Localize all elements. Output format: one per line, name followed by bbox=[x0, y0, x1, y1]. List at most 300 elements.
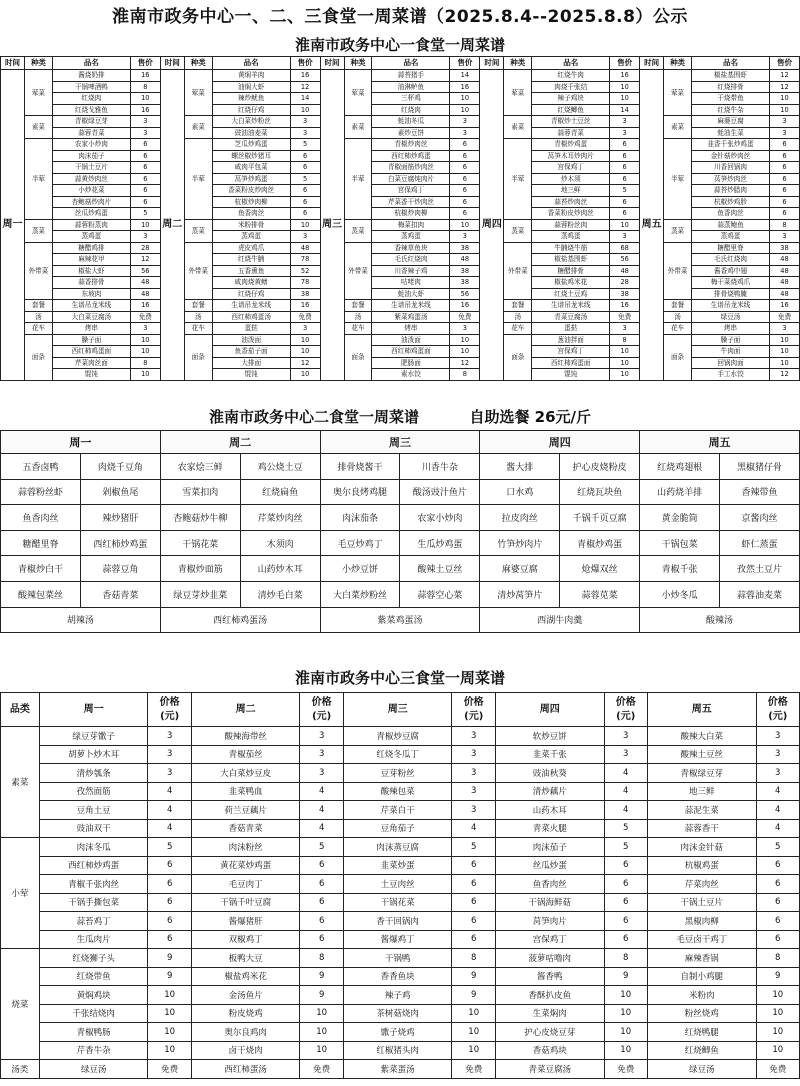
dish-price: 4 bbox=[604, 782, 647, 801]
dish-name: 五香卤鸭 bbox=[1, 454, 81, 480]
dish-price: 6 bbox=[769, 173, 799, 185]
dish-name: 大排面 bbox=[212, 357, 290, 369]
table-row bbox=[1, 949, 800, 968]
dish-price: 10 bbox=[756, 1041, 799, 1060]
dish-price: 48 bbox=[130, 288, 160, 300]
dish-name: 蒜苔炒肉丝 bbox=[532, 196, 610, 208]
dish-price: 78 bbox=[290, 254, 320, 266]
dish-price: 6 bbox=[300, 930, 343, 949]
dish-price: 9 bbox=[452, 986, 495, 1005]
category-label: 半荤 bbox=[24, 139, 52, 220]
dish-name: 红烧仔鸡 bbox=[212, 288, 290, 300]
dish-name: 韭菜炒蛋 bbox=[343, 856, 452, 875]
dish-price: 3 bbox=[290, 127, 320, 139]
canteen2-title-text: 淮南市政务中心二食堂一周菜谱 bbox=[208, 408, 419, 426]
dish-name: 油淋鲈鱼 bbox=[372, 81, 450, 93]
header-price: 售价 bbox=[450, 57, 480, 70]
dish-price: 14 bbox=[610, 104, 640, 116]
dish-price: 38 bbox=[769, 242, 799, 254]
dish-price: 免费 bbox=[290, 311, 320, 323]
dish-name: 咕咾肉 bbox=[372, 277, 450, 289]
header-category: 种类 bbox=[504, 57, 532, 70]
dish-name: 干锅啤酒鸭 bbox=[52, 81, 130, 93]
dish-price: 6 bbox=[604, 875, 647, 894]
dish-name: 板鸭大豆 bbox=[191, 949, 300, 968]
category-label: 蒸菜 bbox=[344, 219, 372, 242]
table-row bbox=[1, 242, 800, 254]
category-label: 外带菜 bbox=[664, 242, 692, 300]
dish-price: 14 bbox=[290, 93, 320, 105]
dish-name: 青椒茄丝 bbox=[191, 745, 300, 764]
dish-price: 9 bbox=[148, 949, 191, 968]
dish-name: 丝瓜炒鸡蛋 bbox=[52, 208, 130, 220]
dish-name: 大白菜豆腐汤 bbox=[52, 311, 130, 323]
table-row bbox=[1, 819, 800, 838]
dish-price: 10 bbox=[769, 104, 799, 116]
dish-name: 蒜蓉豆角 bbox=[80, 556, 160, 582]
dish-name: 地三鲜 bbox=[532, 185, 610, 197]
dish-price: 6 bbox=[604, 930, 647, 949]
dish-name: 红烧戈雅鱼 bbox=[52, 104, 130, 116]
dish-name: 宫保鸡丁 bbox=[495, 930, 604, 949]
dish-name: 蒜黄炒肉丝 bbox=[52, 173, 130, 185]
dish-name: 蒜苔炒腊肉 bbox=[692, 185, 770, 197]
dish-price: 6 bbox=[290, 196, 320, 208]
dish-price: 3 bbox=[130, 323, 160, 335]
dish-price: 6 bbox=[450, 139, 480, 151]
dish-name: 黑椒肉柳 bbox=[647, 912, 756, 931]
dish-name: 麻辣花甲 bbox=[52, 254, 130, 266]
dish-price: 6 bbox=[300, 875, 343, 894]
dish-name: 蒜蓉粉蒸肉 bbox=[52, 219, 130, 231]
dish-price: 6 bbox=[130, 162, 160, 174]
dish-price: 56 bbox=[130, 265, 160, 277]
dish-price: 38 bbox=[610, 288, 640, 300]
canteen1-table bbox=[0, 34, 800, 381]
dish-name: 豆角茄子 bbox=[343, 819, 452, 838]
header-category: 种类 bbox=[24, 57, 52, 70]
dish-price: 10 bbox=[148, 986, 191, 1005]
dish-name: 红烧仔鸡 bbox=[212, 104, 290, 116]
dish-name: 酸辣包菜 bbox=[343, 782, 452, 801]
dish-price: 3 bbox=[130, 116, 160, 128]
category-label: 套餐 bbox=[184, 300, 212, 312]
table-row bbox=[1, 323, 800, 335]
dish-price: 10 bbox=[610, 81, 640, 93]
header-price: 价格 (元) bbox=[452, 693, 495, 727]
dish-name: 宫保鸡丁 bbox=[532, 162, 610, 174]
dish-name: 口水鸡 bbox=[480, 479, 560, 505]
dish-name: 螺丝椒炒猪耳 bbox=[212, 150, 290, 162]
dish-name: 椒盐大虾 bbox=[52, 265, 130, 277]
dish-name: 金汤鱼片 bbox=[191, 986, 300, 1005]
category-label: 外带菜 bbox=[184, 242, 212, 300]
dish-name: 干锅花菜 bbox=[343, 893, 452, 912]
dish-price: 10 bbox=[450, 219, 480, 231]
dish-name: 红烧瓦块鱼 bbox=[560, 479, 640, 505]
dish-price: 6 bbox=[148, 875, 191, 894]
dish-name: 酸辣土豆丝 bbox=[647, 745, 756, 764]
dish-price: 6 bbox=[452, 930, 495, 949]
dish-name: 生谱吊龙米线 bbox=[692, 300, 770, 312]
dish-price: 78 bbox=[290, 277, 320, 289]
dish-name: 辣炒鱿鱼 bbox=[212, 93, 290, 105]
dish-price: 3 bbox=[450, 127, 480, 139]
dish-name: 小炒豆饼 bbox=[320, 556, 400, 582]
soup-name: 西红柿鸡蛋汤 bbox=[160, 607, 320, 633]
dish-price: 10 bbox=[130, 93, 160, 105]
dish-price: 4 bbox=[604, 801, 647, 820]
dish-price: 免费 bbox=[769, 311, 799, 323]
dish-price: 6 bbox=[450, 185, 480, 197]
dish-name: 红烧鸡翅根 bbox=[640, 454, 720, 480]
dish-name: 酱香鸭 bbox=[495, 967, 604, 986]
dish-name: 芹菜香干炒肉丝 bbox=[372, 196, 450, 208]
dish-price: 3 bbox=[290, 323, 320, 335]
dish-price: 3 bbox=[130, 231, 160, 243]
dish-name: 香菇青菜 bbox=[191, 819, 300, 838]
table-row bbox=[1, 930, 800, 949]
dish-name: 京酱肉丝 bbox=[720, 505, 800, 531]
dish-name: 椒盐基围虾 bbox=[532, 254, 610, 266]
dish-name: 西红柿蛋汤 bbox=[191, 1060, 300, 1079]
table-row bbox=[1, 70, 800, 82]
category-label: 汤类 bbox=[1, 1060, 40, 1079]
table-row bbox=[1, 856, 800, 875]
dish-name: 川香辣子鸡 bbox=[372, 265, 450, 277]
dish-name: 青椒炒鸡蛋 bbox=[560, 530, 640, 556]
dish-name: 香菜粉皮炒肉丝 bbox=[532, 208, 610, 220]
dish-price: 9 bbox=[148, 967, 191, 986]
dish-name: 宫保鸡丁 bbox=[532, 346, 610, 358]
dish-price: 10 bbox=[130, 334, 160, 346]
dish-name: 蒜蓉青菜 bbox=[532, 127, 610, 139]
dish-name: 胡萝卜炒木耳 bbox=[39, 745, 148, 764]
dish-price: 6 bbox=[452, 856, 495, 875]
category-label: 外带菜 bbox=[344, 242, 372, 300]
dish-price: 4 bbox=[148, 801, 191, 820]
dish-name: 生谱吊龙米线 bbox=[212, 300, 290, 312]
dish-name: 蒜蓉香干 bbox=[647, 819, 756, 838]
dish-name: 鱼香肉丝 bbox=[495, 875, 604, 894]
dish-price: 3 bbox=[450, 116, 480, 128]
dish-name: 蒜蓉粉丝肉 bbox=[532, 219, 610, 231]
dish-price: 6 bbox=[756, 893, 799, 912]
table-row bbox=[1, 1041, 800, 1060]
dish-price: 8 bbox=[610, 334, 640, 346]
dish-price: 16 bbox=[610, 300, 640, 312]
dish-name: 青椒千张肉丝 bbox=[39, 875, 148, 894]
header-price: 价格 (元) bbox=[756, 693, 799, 727]
dish-name: 鱼香肉丝 bbox=[212, 208, 290, 220]
dish-name: 青椒绿豆芽 bbox=[647, 764, 756, 783]
category-label: 素菜 bbox=[24, 116, 52, 139]
dish-price: 68 bbox=[610, 242, 640, 254]
dish-price: 10 bbox=[300, 1023, 343, 1042]
dish-name: 馄饨 bbox=[52, 369, 130, 381]
dish-name: 清炒瓠条 bbox=[39, 764, 148, 783]
dish-name: 西红柿炒鸡蛋 bbox=[39, 856, 148, 875]
category-label: 花车 bbox=[504, 323, 532, 335]
table-row bbox=[1, 116, 800, 128]
header-price: 售价 bbox=[610, 57, 640, 70]
dish-name: 护心皮烧豆芽 bbox=[495, 1023, 604, 1042]
dish-name: 护心皮烧粉皮 bbox=[560, 454, 640, 480]
dish-name: 毛豆肉丁 bbox=[191, 875, 300, 894]
category-label: 素菜 bbox=[664, 116, 692, 139]
dish-price: 28 bbox=[130, 242, 160, 254]
dish-name: 豉油秋葵 bbox=[495, 764, 604, 783]
table-row bbox=[1, 556, 800, 582]
dish-name: 蒸鸡蛋 bbox=[692, 231, 770, 243]
header-category: 种类 bbox=[664, 57, 692, 70]
dish-name: 酸辣土豆丝 bbox=[400, 556, 480, 582]
dish-price: 8 bbox=[452, 949, 495, 968]
day-header: 周二 bbox=[160, 431, 320, 454]
category-label: 素菜 bbox=[344, 116, 372, 139]
dish-price: 6 bbox=[290, 208, 320, 220]
dish-name: 生瓜炒鸡蛋 bbox=[400, 530, 480, 556]
dish-price: 10 bbox=[610, 219, 640, 231]
dish-name: 韭香千张炒鸡蛋 bbox=[692, 139, 770, 151]
dish-name: 素水饺 bbox=[372, 369, 450, 381]
dish-price: 10 bbox=[610, 346, 640, 358]
dish-name: 清炒莴笋片 bbox=[480, 581, 560, 607]
category-label: 荤菜 bbox=[24, 70, 52, 116]
dish-price: 3 bbox=[769, 323, 799, 335]
dish-name: 蚝油大虾 bbox=[372, 288, 450, 300]
dish-name: 奥尔良鸡肉 bbox=[191, 1023, 300, 1042]
dish-name: 蛋挞 bbox=[212, 323, 290, 335]
dish-name: 绿豆汤 bbox=[692, 311, 770, 323]
dish-price: 6 bbox=[450, 150, 480, 162]
dish-name: 芹菜白干 bbox=[343, 801, 452, 820]
dish-price: 6 bbox=[769, 150, 799, 162]
dish-name: 干锅手撕包菜 bbox=[39, 893, 148, 912]
dish-name: 生谱吊龙米线 bbox=[52, 300, 130, 312]
dish-price: 8 bbox=[130, 357, 160, 369]
dish-name: 鱼香茄子面 bbox=[212, 346, 290, 358]
dish-name: 蒜苔鸡丁 bbox=[39, 912, 148, 931]
dish-price: 48 bbox=[290, 242, 320, 254]
dish-price: 10 bbox=[769, 93, 799, 105]
dish-name: 芝瓜炒鸡蛋 bbox=[212, 139, 290, 151]
category-label: 汤 bbox=[184, 311, 212, 323]
dish-name: 红烧鸭腿 bbox=[647, 1023, 756, 1042]
dish-name: 蚝油生菜 bbox=[692, 127, 770, 139]
dish-name: 三杯鸡 bbox=[372, 93, 450, 105]
dish-name: 农家小炒肉 bbox=[400, 505, 480, 531]
dish-price: 6 bbox=[300, 893, 343, 912]
dish-price: 6 bbox=[290, 185, 320, 197]
dish-price: 48 bbox=[130, 277, 160, 289]
canteen1-title: 淮南市政务中心一食堂一周菜谱 bbox=[294, 36, 505, 54]
category-label: 半荤 bbox=[344, 139, 372, 220]
table-row bbox=[1, 764, 800, 783]
dish-name: 地三鲜 bbox=[647, 782, 756, 801]
header-category: 种类 bbox=[184, 57, 212, 70]
table-row bbox=[1, 581, 800, 607]
dish-price: 6 bbox=[610, 196, 640, 208]
dish-name: 芹菜肉丝面 bbox=[52, 357, 130, 369]
dish-price: 免费 bbox=[452, 1060, 495, 1079]
dish-name: 蒸鸡蛋 bbox=[52, 231, 130, 243]
dish-name: 白菜豆腐炖肉片 bbox=[372, 173, 450, 185]
dish-name: 麻辣香锅 bbox=[647, 949, 756, 968]
dish-price: 3 bbox=[604, 745, 647, 764]
dish-name: 红烧鲫鱼 bbox=[532, 104, 610, 116]
dish-name: 梅干菜烧鸡爪 bbox=[692, 277, 770, 289]
category-label: 花车 bbox=[24, 323, 52, 335]
dish-price: 48 bbox=[769, 288, 799, 300]
dish-price: 6 bbox=[130, 185, 160, 197]
category-label: 套餐 bbox=[24, 300, 52, 312]
dish-price: 48 bbox=[769, 265, 799, 277]
category-label: 半荤 bbox=[184, 139, 212, 220]
header-price: 价格 (元) bbox=[604, 693, 647, 727]
dish-price: 6 bbox=[450, 196, 480, 208]
dish-price: 3 bbox=[290, 116, 320, 128]
dish-price: 9 bbox=[300, 967, 343, 986]
table-row bbox=[1, 875, 800, 894]
dish-price: 6 bbox=[452, 875, 495, 894]
table-row bbox=[1, 300, 800, 312]
dish-price: 3 bbox=[756, 727, 799, 746]
dish-name: 红烧狮子头 bbox=[39, 949, 148, 968]
dish-name: 臊子面 bbox=[692, 334, 770, 346]
dish-price: 6 bbox=[130, 196, 160, 208]
dish-price: 10 bbox=[610, 357, 640, 369]
category-label: 汤 bbox=[344, 311, 372, 323]
dish-name: 杏鲍菇炒牛柳 bbox=[160, 505, 240, 531]
day-header: 周一 bbox=[1, 431, 161, 454]
dish-price: 4 bbox=[300, 782, 343, 801]
category-label: 套餐 bbox=[664, 300, 692, 312]
dish-name: 生菜焖肉 bbox=[495, 1004, 604, 1023]
dish-name: 酸汤豉汁鱼片 bbox=[400, 479, 480, 505]
dish-name: 红烧冬瓜丁 bbox=[343, 745, 452, 764]
dish-price: 10 bbox=[450, 104, 480, 116]
dish-price: 10 bbox=[130, 369, 160, 381]
dish-name: 青菜豆腐汤 bbox=[495, 1060, 604, 1079]
dish-name: 绿豆芽馓子 bbox=[39, 727, 148, 746]
dish-name: 红烧肉 bbox=[52, 93, 130, 105]
dish-name: 孜然面筋 bbox=[39, 782, 148, 801]
table-row bbox=[1, 530, 800, 556]
dish-name: 酱大排 bbox=[480, 454, 560, 480]
dish-name: 自制小鸡腿 bbox=[647, 967, 756, 986]
dish-price: 3 bbox=[756, 764, 799, 783]
canteen3-section bbox=[0, 664, 800, 1079]
dish-name: 豉油双干 bbox=[39, 819, 148, 838]
dish-name: 川香牛杂 bbox=[400, 454, 480, 480]
table-row bbox=[1, 893, 800, 912]
dish-name: 紫菜蛋汤 bbox=[343, 1060, 452, 1079]
dish-price: 6 bbox=[130, 150, 160, 162]
dish-name: 黄焖羊肉 bbox=[212, 70, 290, 82]
dish-price: 3 bbox=[148, 745, 191, 764]
dish-name: 干锅土豆片 bbox=[52, 162, 130, 174]
dish-name: 红烧鲫鱼 bbox=[647, 1041, 756, 1060]
dish-price: 3 bbox=[450, 323, 480, 335]
day-header: 周一 bbox=[39, 693, 148, 727]
dish-name: 青椒炒鸡蛋 bbox=[532, 139, 610, 151]
dish-price: 12 bbox=[290, 81, 320, 93]
dish-name: 米粉肉 bbox=[647, 986, 756, 1005]
dish-price: 3 bbox=[300, 764, 343, 783]
dish-name: 韭菜鸭血 bbox=[191, 782, 300, 801]
header-time: 时间 bbox=[640, 57, 664, 70]
category-label: 素菜 bbox=[184, 116, 212, 139]
dish-price: 6 bbox=[769, 208, 799, 220]
dish-name: 芹菜肉丝 bbox=[647, 875, 756, 894]
dish-price: 16 bbox=[130, 104, 160, 116]
dish-name: 牛腩烧牛筋 bbox=[532, 242, 610, 254]
dish-price: 16 bbox=[290, 300, 320, 312]
dish-name: 青椒炒白干 bbox=[1, 556, 81, 582]
dish-name: 馄饨 bbox=[212, 369, 290, 381]
dish-price: 52 bbox=[290, 265, 320, 277]
dish-price: 5 bbox=[130, 208, 160, 220]
dish-price: 免费 bbox=[604, 1060, 647, 1079]
dish-price: 14 bbox=[450, 70, 480, 82]
header-time: 时间 bbox=[160, 57, 184, 70]
dish-price: 8 bbox=[769, 219, 799, 231]
dish-price: 10 bbox=[148, 1041, 191, 1060]
dish-price: 3 bbox=[610, 231, 640, 243]
dish-name: 菠萝咕噜肉 bbox=[495, 949, 604, 968]
dish-name: 鱼香肉丝 bbox=[1, 505, 81, 531]
dish-name: 小炒花菜 bbox=[52, 185, 130, 197]
table-row bbox=[1, 782, 800, 801]
dish-price: 9 bbox=[756, 967, 799, 986]
day-header: 周三 bbox=[320, 431, 480, 454]
table-row bbox=[1, 1023, 800, 1042]
dish-name: 剁椒鱼尾 bbox=[80, 479, 160, 505]
dish-price: 3 bbox=[610, 323, 640, 335]
dish-price: 16 bbox=[450, 300, 480, 312]
dish-name: 红烧牛杂 bbox=[692, 104, 770, 116]
dish-name: 杭椒炒鸡胗 bbox=[692, 196, 770, 208]
header-name: 品名 bbox=[372, 57, 450, 70]
table-row bbox=[1, 967, 800, 986]
dish-price: 6 bbox=[148, 856, 191, 875]
dish-name: 青椒绿豆芽 bbox=[52, 116, 130, 128]
header-category: 种类 bbox=[344, 57, 372, 70]
dish-price: 4 bbox=[756, 801, 799, 820]
dish-price: 12 bbox=[130, 254, 160, 266]
dish-price: 10 bbox=[450, 346, 480, 358]
dish-name: 木须肉 bbox=[240, 530, 320, 556]
dish-name: 大白菜炒粉丝 bbox=[320, 581, 400, 607]
dish-name: 杭椒炒肉柳 bbox=[372, 208, 450, 220]
dish-name: 土豆肉丝 bbox=[343, 875, 452, 894]
dish-name: 红烧排骨 bbox=[692, 81, 770, 93]
dish-price: 6 bbox=[756, 930, 799, 949]
category-label: 小荤 bbox=[1, 838, 40, 949]
day-header: 周五 bbox=[647, 693, 756, 727]
table-row bbox=[1, 334, 800, 346]
dish-price: 6 bbox=[610, 173, 640, 185]
dish-name: 蒸鸡蛋 bbox=[372, 231, 450, 243]
page-title: 淮南市政务中心一、二、三食堂一周菜谱（2025.8.4--2025.8.8）公示 bbox=[112, 7, 688, 27]
table-row bbox=[1, 912, 800, 931]
header-name: 品名 bbox=[212, 57, 290, 70]
day-label: 周五 bbox=[640, 70, 664, 381]
dish-price: 3 bbox=[300, 745, 343, 764]
dish-name: 青椒鸭肠 bbox=[39, 1023, 148, 1042]
category-label: 蒸菜 bbox=[664, 219, 692, 242]
